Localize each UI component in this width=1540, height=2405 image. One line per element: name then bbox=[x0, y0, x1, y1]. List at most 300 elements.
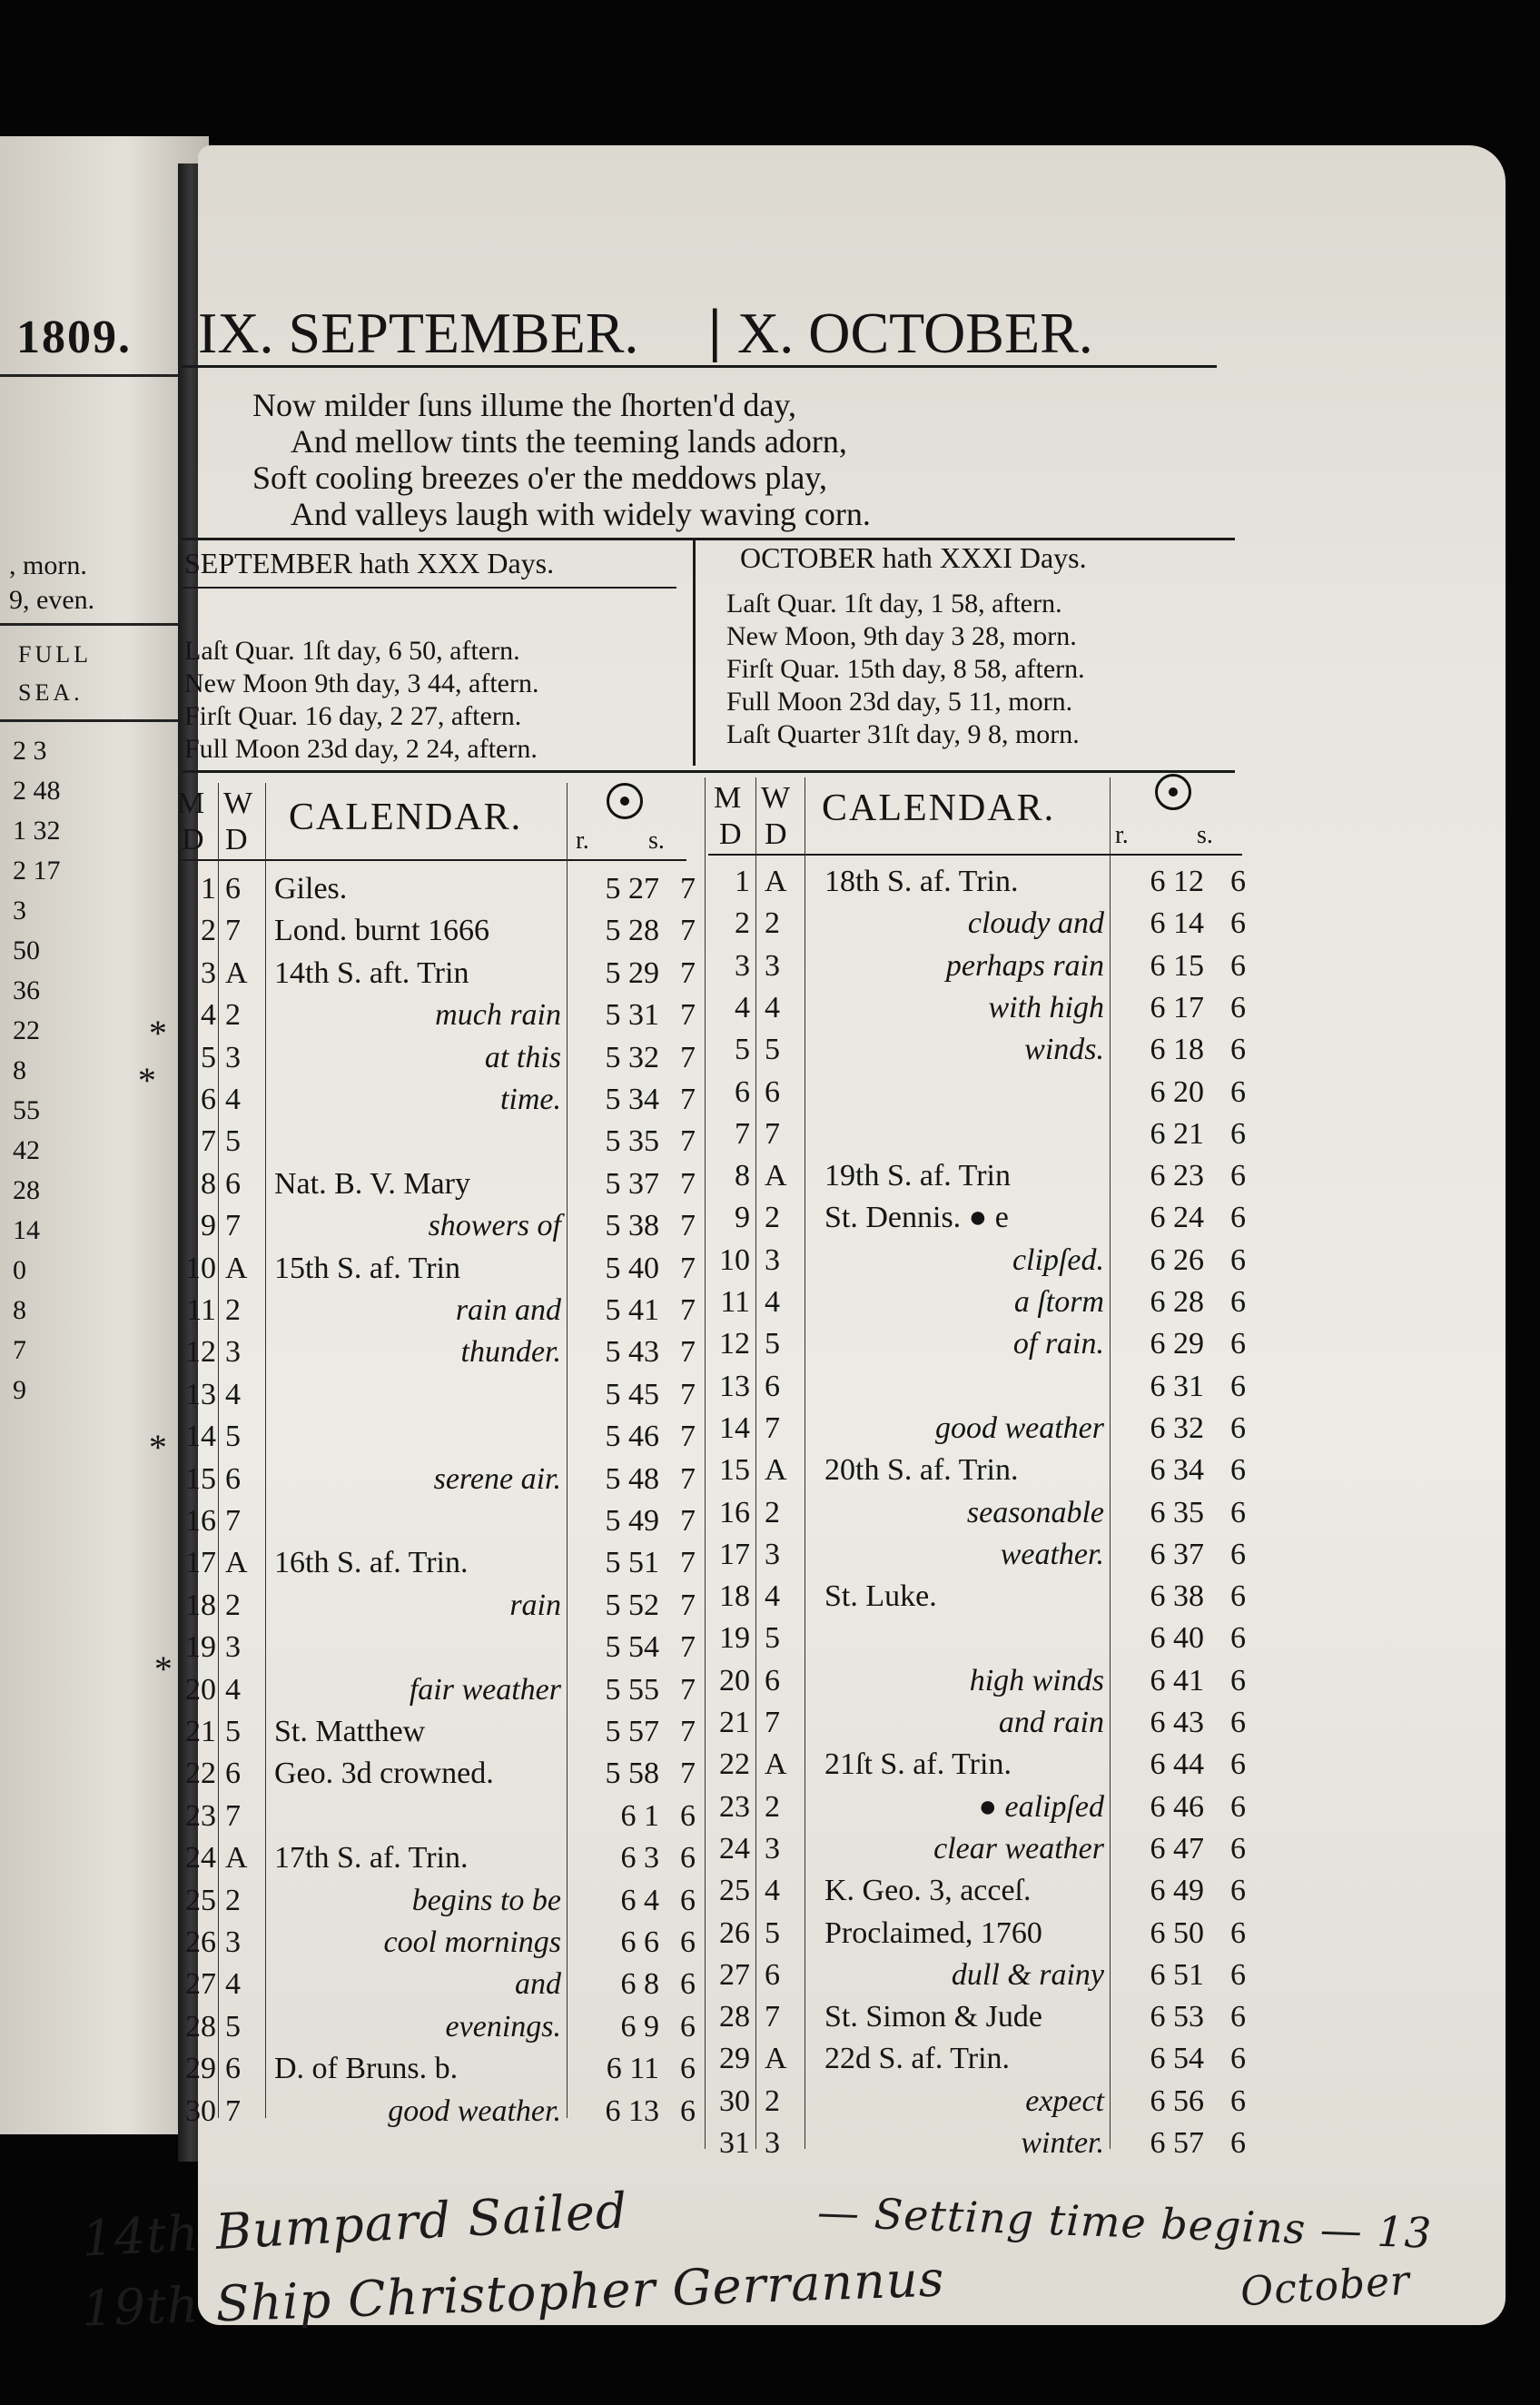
oct-event: 19th S. af. Trin bbox=[824, 1159, 1011, 1193]
sun-icon bbox=[607, 783, 643, 819]
sep-hdr-calendar: CALENDAR. bbox=[289, 797, 523, 838]
phases-rule bbox=[182, 770, 1235, 773]
oct-hdr-calendar: CALENDAR. bbox=[822, 787, 1056, 829]
handwritten-mark: * bbox=[136, 1060, 154, 1101]
oct-week-day: 2 bbox=[765, 906, 780, 940]
left-number: 9 bbox=[13, 1375, 26, 1405]
sep-hdr-r: r. bbox=[576, 826, 589, 855]
oct-week-day: 5 bbox=[765, 1327, 780, 1361]
left-number: 1 32 bbox=[13, 816, 61, 846]
sep-hdr-d2: D bbox=[225, 823, 248, 856]
sep-event: showers of bbox=[428, 1209, 561, 1242]
oct-sunrise: 6 12 bbox=[1150, 865, 1204, 898]
sep-sunrise: 6 8 bbox=[620, 1967, 659, 2001]
left-number: 28 bbox=[13, 1175, 40, 1205]
sep-event: and bbox=[515, 1967, 561, 2001]
oct-sunset: 6 bbox=[1230, 1117, 1246, 1151]
oct-phase: Laſt Quarter 31ſt day, 9 8, morn. bbox=[726, 719, 1080, 749]
oct-week-day: 2 bbox=[765, 1201, 780, 1234]
handwritten-mark: * bbox=[153, 1648, 171, 1689]
oct-event: 20th S. af. Trin. bbox=[824, 1453, 1019, 1487]
left-line: 9, even. bbox=[9, 585, 95, 615]
oct-sunset: 6 bbox=[1230, 1747, 1246, 1781]
sep-sunrise: 5 54 bbox=[605, 1630, 659, 1664]
sep-sunset: 7 bbox=[680, 1252, 696, 1285]
sep-event: much rain bbox=[435, 998, 561, 1032]
oct-week-day: 3 bbox=[765, 949, 780, 983]
sep-event: 16th S. af. Trin. bbox=[274, 1546, 469, 1579]
section-rule bbox=[182, 538, 1235, 540]
sep-month-day: 25 bbox=[185, 1884, 216, 1917]
handwritten-mark: * bbox=[147, 1013, 165, 1054]
sep-sunset: 7 bbox=[680, 1588, 696, 1622]
oct-week-day: 3 bbox=[765, 1832, 780, 1866]
oct-sunrise: 6 53 bbox=[1150, 2000, 1204, 2034]
oct-sunrise: 6 41 bbox=[1150, 1664, 1204, 1697]
sep-week-day: 6 bbox=[225, 1462, 241, 1496]
oct-event: of rain. bbox=[1012, 1327, 1104, 1361]
oct-event: high winds bbox=[969, 1664, 1104, 1697]
sep-week-day: 2 bbox=[225, 1588, 241, 1622]
left-number: 3 bbox=[13, 896, 26, 925]
oct-month-day: 14 bbox=[719, 1411, 750, 1445]
oct-month-day: 7 bbox=[735, 1117, 750, 1151]
oct-month-day: 11 bbox=[720, 1285, 750, 1319]
left-number: 2 17 bbox=[13, 856, 61, 886]
oct-month-day: 9 bbox=[735, 1201, 750, 1234]
oct-week-day: A bbox=[765, 1453, 787, 1487]
title-rule bbox=[182, 365, 1217, 368]
sep-month-day: 24 bbox=[185, 1841, 216, 1875]
oct-sunset: 6 bbox=[1230, 1453, 1246, 1487]
sep-week-day: 5 bbox=[225, 2010, 241, 2044]
sep-month-day: 18 bbox=[185, 1588, 216, 1622]
oct-month-day: 22 bbox=[719, 1747, 750, 1781]
oct-header-rule bbox=[708, 854, 1242, 856]
oct-month-day: 21 bbox=[719, 1706, 750, 1739]
sep-month-day: 28 bbox=[185, 2010, 216, 2044]
oct-week-day: 4 bbox=[765, 1285, 780, 1319]
oct-sunset: 6 bbox=[1230, 1496, 1246, 1529]
oct-sunrise: 6 32 bbox=[1150, 1411, 1204, 1445]
sep-month-day: 20 bbox=[185, 1673, 216, 1707]
oct-sunset: 6 bbox=[1230, 2000, 1246, 2034]
sep-month-day: 23 bbox=[185, 1799, 216, 1833]
oct-event: clear weather bbox=[933, 1832, 1104, 1866]
oct-week-day: 6 bbox=[765, 1664, 780, 1697]
sep-sunrise: 6 6 bbox=[620, 1925, 659, 1959]
sep-week-day: 2 bbox=[225, 1884, 241, 1917]
sep-event: Lond. burnt 1666 bbox=[274, 914, 490, 947]
left-number: 8 bbox=[13, 1295, 26, 1325]
sep-month-day: 7 bbox=[201, 1124, 216, 1158]
sep-week-day: 7 bbox=[225, 1799, 241, 1833]
sep-month-day: 4 bbox=[201, 998, 216, 1032]
sep-sunrise: 5 46 bbox=[605, 1420, 659, 1453]
sep-sunset: 7 bbox=[680, 1378, 696, 1411]
oct-event: winds. bbox=[1024, 1033, 1104, 1066]
oct-sunrise: 6 23 bbox=[1150, 1159, 1204, 1193]
oct-sunrise: 6 50 bbox=[1150, 1916, 1204, 1950]
oct-month-day: 30 bbox=[719, 2084, 750, 2118]
oct-col-divider bbox=[755, 777, 756, 2149]
sep-event: 15th S. af. Trin bbox=[274, 1252, 460, 1285]
sep-week-day: 4 bbox=[225, 1083, 241, 1116]
left-number: 7 bbox=[13, 1335, 26, 1365]
sep-sunset: 6 bbox=[680, 1884, 696, 1917]
sep-week-day: 4 bbox=[225, 1378, 241, 1411]
september-hath: SEPTEMBER hath XXX Days. bbox=[184, 547, 555, 579]
oct-sunset: 6 bbox=[1230, 1664, 1246, 1697]
sep-sunrise: 5 41 bbox=[605, 1293, 659, 1327]
oct-sunset: 6 bbox=[1230, 1201, 1246, 1234]
oct-sunrise: 6 17 bbox=[1150, 991, 1204, 1024]
oct-phase: Laſt Quar. 1ſt day, 1 58, aftern. bbox=[726, 589, 1062, 619]
sep-sunset: 6 bbox=[680, 2052, 696, 2085]
sep-sunset: 6 bbox=[680, 1799, 696, 1833]
oct-month-day: 20 bbox=[719, 1664, 750, 1697]
oct-month-day: 25 bbox=[719, 1874, 750, 1907]
oct-event: cloudy and bbox=[967, 906, 1104, 940]
left-number: 14 bbox=[13, 1215, 40, 1245]
sep-month-day: 11 bbox=[186, 1293, 216, 1327]
oct-month-day: 17 bbox=[719, 1538, 750, 1571]
sep-sunrise: 5 27 bbox=[605, 872, 659, 906]
oct-month-day: 5 bbox=[735, 1033, 750, 1066]
sep-event: 14th S. aft. Trin bbox=[274, 956, 469, 990]
sep-sunrise: 5 48 bbox=[605, 1462, 659, 1496]
sep-month-day: 5 bbox=[201, 1041, 216, 1074]
oct-hdr-d2: D bbox=[765, 817, 787, 851]
oct-event: dull & rainy bbox=[951, 1958, 1104, 1992]
sep-sunset: 7 bbox=[680, 1124, 696, 1158]
sep-sunset: 7 bbox=[680, 1546, 696, 1579]
oct-sunrise: 6 51 bbox=[1150, 1958, 1204, 1992]
oct-month-day: 1 bbox=[735, 865, 750, 898]
oct-event: seasonable bbox=[966, 1496, 1104, 1529]
sep-sunrise: 6 1 bbox=[620, 1799, 659, 1833]
sep-week-day: 7 bbox=[225, 1209, 241, 1242]
sep-hdr-w: W bbox=[223, 787, 253, 820]
sep-week-day: 2 bbox=[225, 998, 241, 1032]
sep-month-day: 21 bbox=[185, 1715, 216, 1748]
sep-event: evenings. bbox=[445, 2010, 561, 2044]
sep-week-day: A bbox=[225, 1252, 248, 1285]
oct-week-day: A bbox=[765, 1747, 787, 1781]
oct-sunset: 6 bbox=[1230, 991, 1246, 1024]
oct-month-day: 4 bbox=[735, 991, 750, 1024]
sep-event: 17th S. af. Trin. bbox=[274, 1841, 469, 1875]
sep-header-rule bbox=[178, 859, 686, 861]
sep-month-day: 2 bbox=[201, 914, 216, 947]
oct-month-day: 10 bbox=[719, 1243, 750, 1277]
sep-week-day: 6 bbox=[225, 2052, 241, 2085]
oct-col-divider bbox=[1110, 777, 1111, 2149]
sep-week-day: 7 bbox=[225, 914, 241, 947]
oct-sunrise: 6 34 bbox=[1150, 1453, 1204, 1487]
left-number: 2 3 bbox=[13, 736, 47, 766]
poem-line: Now milder ſuns illume the ſhorten'd day, bbox=[252, 387, 797, 423]
oct-sunset: 6 bbox=[1230, 1958, 1246, 1992]
oct-week-day: 7 bbox=[765, 1706, 780, 1739]
oct-week-day: 4 bbox=[765, 1579, 780, 1613]
oct-sunset: 6 bbox=[1230, 1538, 1246, 1571]
sep-month-day: 9 bbox=[201, 1209, 216, 1242]
left-line: , morn. bbox=[9, 550, 87, 580]
sep-event: at this bbox=[484, 1041, 561, 1074]
sep-week-day: 7 bbox=[225, 1504, 241, 1538]
sep-sunrise: 6 9 bbox=[620, 2010, 659, 2044]
oct-sunset: 6 bbox=[1230, 1243, 1246, 1277]
sep-sunset: 7 bbox=[680, 998, 696, 1032]
sep-sunset: 7 bbox=[680, 1293, 696, 1327]
sep-month-day: 12 bbox=[185, 1335, 216, 1369]
oct-phase: Full Moon 23d day, 5 11, morn. bbox=[726, 687, 1073, 717]
sep-sunset: 7 bbox=[680, 1757, 696, 1790]
title-october: X. OCTOBER. bbox=[737, 301, 1093, 365]
oct-sunset: 6 bbox=[1230, 1033, 1246, 1066]
sep-sunset: 7 bbox=[680, 1083, 696, 1116]
sep-phase: New Moon 9th day, 3 44, aftern. bbox=[184, 668, 539, 698]
sep-week-day: 7 bbox=[225, 2094, 241, 2128]
oct-event: 21ſt S. af. Trin. bbox=[824, 1747, 1012, 1781]
handwritten-mark: * bbox=[147, 1427, 165, 1468]
oct-week-day: 2 bbox=[765, 2084, 780, 2118]
left-line: FULL bbox=[18, 641, 92, 668]
sep-week-day: 5 bbox=[225, 1124, 241, 1158]
sep-week-day: A bbox=[225, 1546, 248, 1579]
oct-sunrise: 6 26 bbox=[1150, 1243, 1204, 1277]
oct-week-day: 5 bbox=[765, 1033, 780, 1066]
sep-event: time. bbox=[499, 1083, 561, 1116]
oct-event: ● ealipſed bbox=[978, 1790, 1104, 1824]
sep-sunset: 7 bbox=[680, 1420, 696, 1453]
sep-event: Nat. B. V. Mary bbox=[274, 1167, 470, 1201]
oct-week-day: 3 bbox=[765, 1243, 780, 1277]
oct-sunrise: 6 47 bbox=[1150, 1832, 1204, 1866]
sep-month-day: 30 bbox=[185, 2094, 216, 2128]
oct-sunset: 6 bbox=[1230, 1370, 1246, 1403]
oct-event: St. Luke. bbox=[824, 1579, 937, 1613]
oct-sunset: 6 bbox=[1230, 1874, 1246, 1907]
oct-month-day: 26 bbox=[719, 1916, 750, 1950]
oct-sunset: 6 bbox=[1230, 1790, 1246, 1824]
sep-sunrise: 5 57 bbox=[605, 1715, 659, 1748]
oct-event: with high bbox=[988, 991, 1104, 1024]
sep-sunset: 6 bbox=[680, 2010, 696, 2044]
oct-event: K. Geo. 3, acceſ. bbox=[824, 1874, 1032, 1907]
sep-event: St. Matthew bbox=[274, 1715, 426, 1748]
sep-month-day: 17 bbox=[185, 1546, 216, 1579]
oct-event: perhaps rain bbox=[945, 949, 1104, 983]
oct-week-day: 3 bbox=[765, 1538, 780, 1571]
hath-rule bbox=[182, 587, 676, 589]
sep-sunrise: 5 45 bbox=[605, 1378, 659, 1411]
oct-sunset: 6 bbox=[1230, 2084, 1246, 2118]
sep-event: Geo. 3d crowned. bbox=[274, 1757, 494, 1790]
sep-event: cool mornings bbox=[383, 1925, 561, 1959]
oct-sunrise: 6 49 bbox=[1150, 1874, 1204, 1907]
oct-sunrise: 6 37 bbox=[1150, 1538, 1204, 1571]
sep-sunset: 7 bbox=[680, 1504, 696, 1538]
oct-sunset: 6 bbox=[1230, 1706, 1246, 1739]
sep-event: good weather. bbox=[388, 2094, 561, 2128]
oct-week-day: 7 bbox=[765, 1411, 780, 1445]
oct-sunset: 6 bbox=[1230, 1621, 1246, 1655]
oct-sunrise: 6 44 bbox=[1150, 1747, 1204, 1781]
left-number: 2 48 bbox=[13, 776, 61, 806]
oct-week-day: 6 bbox=[765, 1075, 780, 1109]
sep-sunset: 7 bbox=[680, 1335, 696, 1369]
handwritten-note: October bbox=[1239, 2257, 1412, 2316]
oct-event: 18th S. af. Trin. bbox=[824, 865, 1019, 898]
oct-event: expect bbox=[1025, 2084, 1104, 2118]
oct-week-day: 6 bbox=[765, 1370, 780, 1403]
sep-month-day: 22 bbox=[185, 1757, 216, 1790]
oct-event: winter. bbox=[1021, 2126, 1104, 2160]
oct-sunset: 6 bbox=[1230, 1579, 1246, 1613]
sep-sunset: 6 bbox=[680, 1925, 696, 1959]
oct-sunrise: 6 20 bbox=[1150, 1075, 1204, 1109]
oct-sunrise: 6 57 bbox=[1150, 2126, 1204, 2160]
oct-sunrise: 6 43 bbox=[1150, 1706, 1204, 1739]
oct-week-day: 3 bbox=[765, 2126, 780, 2160]
oct-sunrise: 6 18 bbox=[1150, 1033, 1204, 1066]
oct-sunset: 6 bbox=[1230, 1285, 1246, 1319]
sep-col-divider bbox=[265, 783, 266, 2118]
handwritten-note: 19th Ship Christopher Gerrannus bbox=[81, 2250, 946, 2338]
sep-sunrise: 5 52 bbox=[605, 1588, 659, 1622]
sep-sunset: 7 bbox=[680, 1041, 696, 1074]
oct-sunrise: 6 21 bbox=[1150, 1117, 1204, 1151]
sep-sunset: 7 bbox=[680, 1715, 696, 1748]
oct-hdr-m: M bbox=[714, 781, 742, 815]
sep-phase: Firſt Quar. 16 day, 2 27, aftern. bbox=[184, 701, 522, 731]
sep-sunset: 7 bbox=[680, 1167, 696, 1201]
sep-month-day: 13 bbox=[185, 1378, 216, 1411]
sep-month-day: 27 bbox=[185, 1967, 216, 2001]
oct-sunrise: 6 24 bbox=[1150, 1201, 1204, 1234]
sep-sunset: 7 bbox=[680, 1462, 696, 1496]
oct-event: St. Simon & Jude bbox=[824, 2000, 1042, 2034]
oct-hdr-d: D bbox=[719, 817, 742, 851]
oct-month-day: 13 bbox=[719, 1370, 750, 1403]
sep-week-day: 3 bbox=[225, 1925, 241, 1959]
oct-week-day: 4 bbox=[765, 1874, 780, 1907]
oct-hdr-w: W bbox=[761, 781, 791, 815]
oct-event: good weather bbox=[934, 1411, 1104, 1445]
sep-month-day: 10 bbox=[185, 1252, 216, 1285]
sep-sunset: 6 bbox=[680, 1967, 696, 2001]
oct-sunset: 6 bbox=[1230, 1916, 1246, 1950]
oct-sunrise: 6 15 bbox=[1150, 949, 1204, 983]
oct-event: St. Dennis. ● e bbox=[824, 1201, 1009, 1234]
sep-sunrise: 6 3 bbox=[620, 1841, 659, 1875]
sep-col-divider bbox=[218, 783, 219, 2118]
poem-line: And mellow tints the teeming lands adorn, bbox=[291, 423, 847, 460]
sep-sunrise: 5 38 bbox=[605, 1209, 659, 1242]
sep-month-day: 6 bbox=[201, 1083, 216, 1116]
oct-month-day: 16 bbox=[719, 1496, 750, 1529]
oct-month-day: 3 bbox=[735, 949, 750, 983]
oct-week-day: 7 bbox=[765, 1117, 780, 1151]
sep-month-day: 19 bbox=[185, 1630, 216, 1664]
oct-sunrise: 6 14 bbox=[1150, 906, 1204, 940]
left-line: SEA. bbox=[18, 679, 84, 706]
oct-month-day: 2 bbox=[735, 906, 750, 940]
sep-sunrise: 6 13 bbox=[605, 2094, 659, 2128]
sep-sunset: 7 bbox=[680, 872, 696, 906]
oct-month-day: 15 bbox=[719, 1453, 750, 1487]
oct-week-day: 7 bbox=[765, 2000, 780, 2034]
sep-month-day: 29 bbox=[185, 2052, 216, 2085]
sep-month-day: 8 bbox=[201, 1167, 216, 1201]
oct-sunset: 6 bbox=[1230, 2042, 1246, 2075]
sep-sunset: 6 bbox=[680, 1841, 696, 1875]
oct-sunset: 6 bbox=[1230, 1159, 1246, 1193]
sep-hdr-s: s. bbox=[648, 826, 665, 855]
oct-month-day: 28 bbox=[719, 2000, 750, 2034]
sep-month-day: 15 bbox=[185, 1462, 216, 1496]
oct-week-day: A bbox=[765, 1159, 787, 1193]
sep-sunrise: 5 35 bbox=[605, 1124, 659, 1158]
sep-sunrise: 5 40 bbox=[605, 1252, 659, 1285]
oct-month-day: 18 bbox=[719, 1579, 750, 1613]
oct-sunset: 6 bbox=[1230, 2126, 1246, 2160]
oct-sunrise: 6 29 bbox=[1150, 1327, 1204, 1361]
sep-event: D. of Bruns. b. bbox=[274, 2052, 459, 2085]
oct-event: and rain bbox=[998, 1706, 1104, 1739]
oct-week-day: 4 bbox=[765, 991, 780, 1024]
month-divider bbox=[693, 540, 696, 766]
sep-sunrise: 5 43 bbox=[605, 1335, 659, 1369]
sep-week-day: A bbox=[225, 956, 248, 990]
left-number: 36 bbox=[13, 975, 40, 1005]
sep-phase: Full Moon 23d day, 2 24, aftern. bbox=[184, 734, 538, 764]
sep-week-day: 3 bbox=[225, 1335, 241, 1369]
october-hath: OCTOBER hath XXXI Days. bbox=[740, 541, 1087, 574]
sep-week-day: 6 bbox=[225, 1757, 241, 1790]
oct-month-day: 12 bbox=[719, 1327, 750, 1361]
oct-sunset: 6 bbox=[1230, 906, 1246, 940]
left-year: 1809. bbox=[16, 312, 132, 363]
sep-week-day: 6 bbox=[225, 1167, 241, 1201]
sep-sunset: 7 bbox=[680, 1209, 696, 1242]
title-separator: | bbox=[708, 297, 722, 363]
oct-sunrise: 6 40 bbox=[1150, 1621, 1204, 1655]
oct-sunrise: 6 54 bbox=[1150, 2042, 1204, 2075]
oct-event: 22d S. af. Trin. bbox=[824, 2042, 1011, 2075]
sep-sunrise: 6 4 bbox=[620, 1884, 659, 1917]
sep-sunrise: 5 58 bbox=[605, 1757, 659, 1790]
oct-week-day: 2 bbox=[765, 1496, 780, 1529]
sep-week-day: 5 bbox=[225, 1715, 241, 1748]
sep-sunset: 7 bbox=[680, 1673, 696, 1707]
sep-sunrise: 5 31 bbox=[605, 998, 659, 1032]
sep-sunrise: 5 49 bbox=[605, 1504, 659, 1538]
sun-icon bbox=[1155, 774, 1191, 810]
sep-sunrise: 5 34 bbox=[605, 1083, 659, 1116]
oct-month-day: 27 bbox=[719, 1958, 750, 1992]
oct-sunrise: 6 35 bbox=[1150, 1496, 1204, 1529]
oct-sunrise: 6 31 bbox=[1150, 1370, 1204, 1403]
oct-month-day: 6 bbox=[735, 1075, 750, 1109]
title-september: IX. SEPTEMBER. bbox=[198, 301, 639, 365]
oct-event: a ſtorm bbox=[1013, 1285, 1104, 1319]
sep-month-day: 14 bbox=[185, 1420, 216, 1453]
poem-line: And valleys laugh with widely waving corn. bbox=[291, 496, 871, 532]
oct-month-day: 19 bbox=[719, 1621, 750, 1655]
